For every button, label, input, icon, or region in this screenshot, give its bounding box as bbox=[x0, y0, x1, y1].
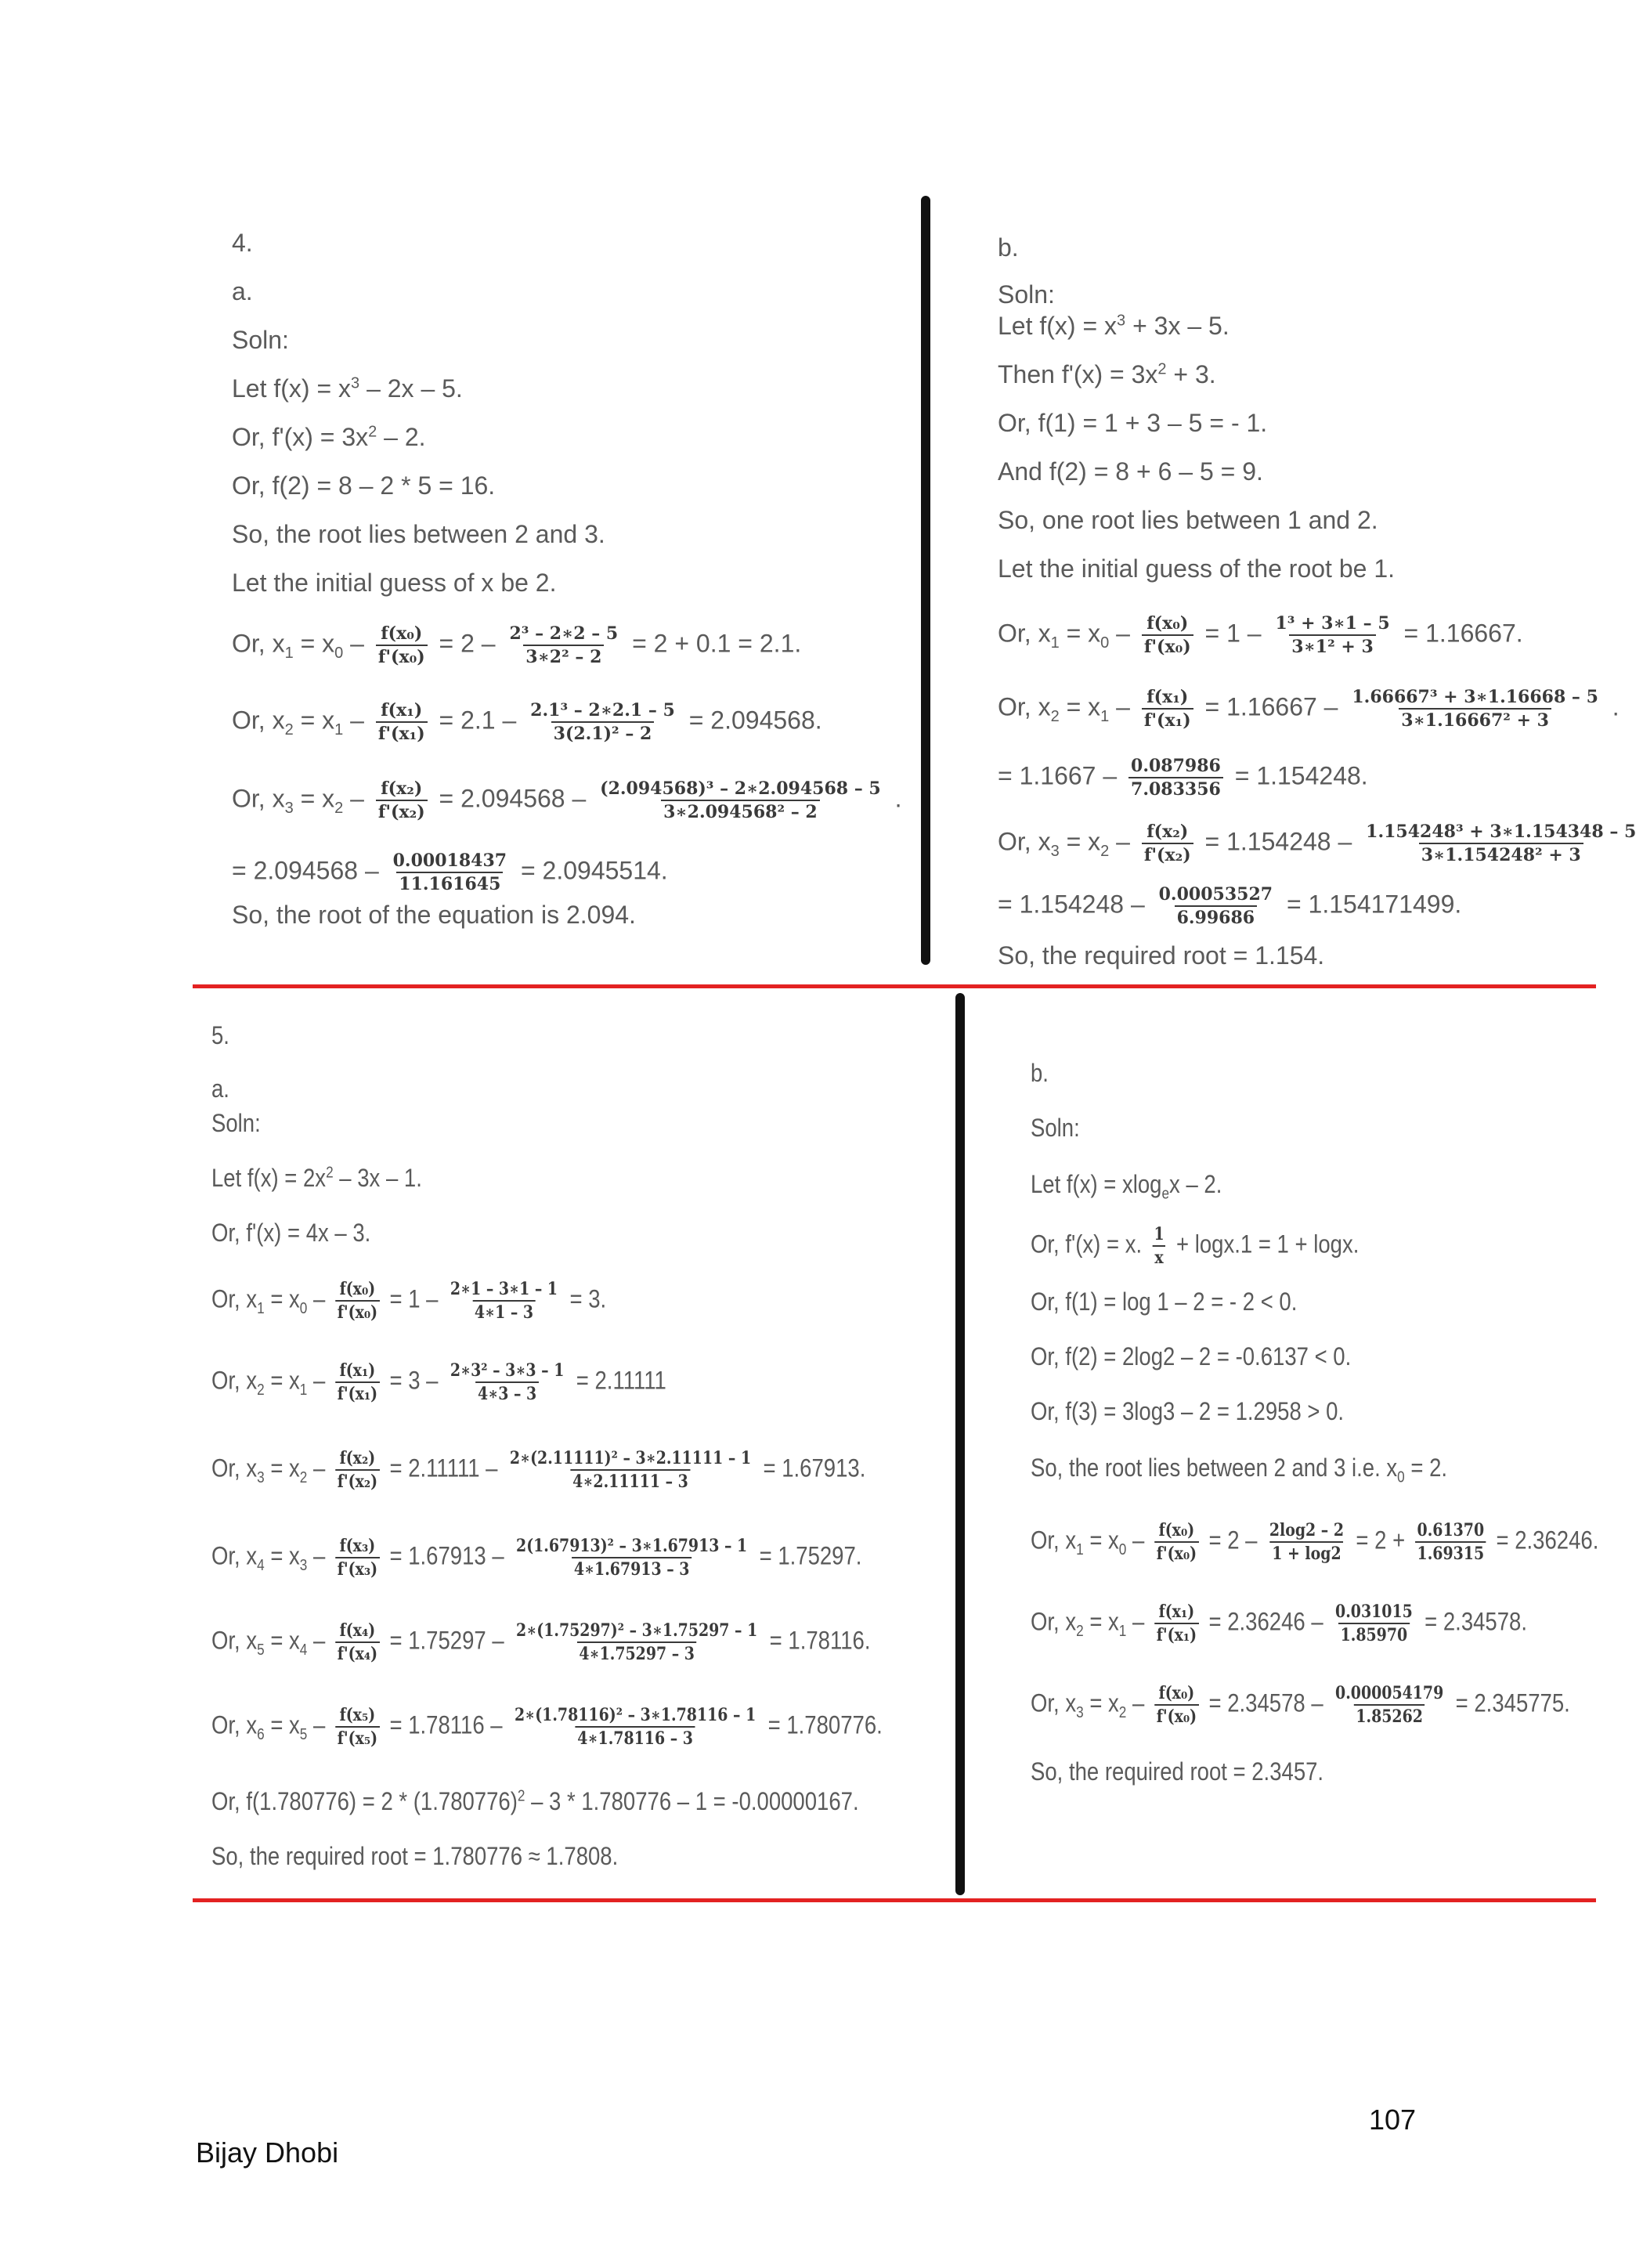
q4a-line-9: = 2.094568 – $\frac{0.00018437}{11.161645}$ = 2.0945514. bbox=[232, 850, 668, 894]
q4a-line-4: So, the root lies between 2 and 3. bbox=[232, 520, 605, 548]
q5-vertical-divider bbox=[955, 993, 965, 1895]
q5a-panel bbox=[211, 0, 948, 1895]
q5b-line-1: Let f(x) = xlog$_e$x – 2. bbox=[1031, 1170, 1222, 1203]
q5a-line-2: Or, f'(x) = 4x – 3. bbox=[211, 1219, 371, 1247]
q4b-conclusion: So, the required root = 1.154. bbox=[998, 941, 1325, 970]
q5b-part: b. bbox=[1031, 1059, 1049, 1087]
author-name: Bijay Dhobi bbox=[196, 2136, 339, 2169]
q4b-line-6: Let the initial guess of the root be 1. bbox=[998, 554, 1395, 583]
q4b-line-9: = 1.1667 – $\frac{0.087986}{7.083356}$ = 1.154248. bbox=[998, 756, 1368, 800]
q4a-line-5: Let the initial guess of x be 2. bbox=[232, 569, 557, 597]
q4b-part: b. bbox=[998, 233, 1019, 262]
q4a-line-3: Or, f(2) = 8 – 2 * 5 = 16. bbox=[232, 471, 496, 500]
q4b-x3-equation: Or, $x_3 = x_2$ – $\frac{\text{f(x₂)}}{\text{f'(x₂)}}$ = 1.154248 – $\frac{\text{1.154248³ + 3∗1.154348 – 5}}{\text{3∗1.154248² + 3}}$ bbox=[998, 822, 1637, 865]
q5b-soln: Soln: bbox=[1031, 1114, 1080, 1142]
q5a-soln: Soln: bbox=[211, 1109, 261, 1137]
q5b-x3-equation: Or, $x_3 = x_2$ – $\frac{\text{f(x₀)}}{\text{f'(x₀)}}$ = 2.34578 – $\frac{0.000054179}{1.85262}$ = 2.345775. bbox=[1031, 1683, 1570, 1727]
q4b-line-3: Or, f(1) = 1 + 3 – 5 = - 1. bbox=[998, 409, 1268, 437]
q5b-line-4: Or, f(2) = 2log2 – 2 = -0.6137 < 0. bbox=[1031, 1342, 1352, 1371]
q5b-line-5: Or, f(3) = 3log3 – 2 = 1.2958 > 0. bbox=[1031, 1397, 1345, 1425]
q5b-line-2: Or, f'(x) = x. $\frac{1}{x}$ + logx.1 = 1 + logx. bbox=[1031, 1224, 1360, 1268]
q5a-line-9: Or, $f(1.780776) = 2 * (1.780776)^2 - 3 * 1.780776 - 1 = -0.00000167$. bbox=[211, 1787, 859, 1815]
q4-number: 4. bbox=[232, 229, 253, 257]
q5b-x1-equation: Or, $x_1 = x_0$ – $\frac{\text{f(x₀)}}{\text{f'(x₀)}}$ = 2 – $\frac{2\log 2 - 2}{1 + \log 2}$ = 2 + $\frac{0.61370}{1.69315}$ = 2.36246. bbox=[1031, 1520, 1599, 1564]
q4b-soln: Soln: bbox=[998, 280, 1055, 309]
q5a-part: a. bbox=[211, 1074, 229, 1103]
q4a-x3-equation: Or, $x_3 = x_2$ – $\frac{\text{f(x₂)}}{\text{f'(x₂)}}$ = 2.094568 – $\frac{\text{(2.094568)³ – 2∗2.094568 – 5}}{\text{3∗2.094568² – 2}}$ . bbox=[232, 778, 902, 822]
q5b-conclusion: So, the required root = 2.3457. bbox=[1031, 1757, 1324, 1786]
q4b-line-5: So, one root lies between 1 and 2. bbox=[998, 506, 1378, 534]
q5a-x1-equation: Or, $x_1 = x_0$ – $\frac{\text{f(x₀)}}{\text{f'(x₀)}}$ = 1 – $\frac{2∗1 - 3∗1 - 1}{4∗1 - 3}$ = 3. bbox=[211, 1279, 607, 1323]
q4b-line-1: Let $f(x) = x^3 + 3x - 5$. bbox=[998, 312, 1230, 340]
q5-number: 5. bbox=[211, 1021, 229, 1049]
q4b-line-4: And f(2) = 8 + 6 – 5 = 9. bbox=[998, 457, 1263, 486]
q4a-line-2: Or, $f'(x) = 3x^2 - 2$. bbox=[232, 423, 426, 451]
q4b-line-11: = 1.154248 – $\frac{0.00053527}{6.99686}$ = 1.154171499. bbox=[998, 884, 1462, 928]
q5a-x4-equation: Or, $x_4 = x_3$ – $\frac{\text{f(x₃)}}{\text{f'(x₃)}}$ = 1.67913 – $\frac{\text{2(1.67913)² – 3∗1.67913 – 1}}{4∗1.67913 - 3}$ = 1.75297. bbox=[211, 1536, 862, 1580]
q5a-x6-equation: Or, $x_6 = x_5$ – $\frac{\text{f(x₅)}}{\text{f'(x₅)}}$ = 1.78116 – $\frac{\text{2∗(1.78116)² – 3∗1.78116 – 1}}{4∗1.78116 - 3}$ = 1.780776. bbox=[211, 1705, 883, 1749]
red-divider-bottom bbox=[193, 1898, 1596, 1902]
q4b-line-2: Then $f'(x) = 3x^2 + 3$. bbox=[998, 360, 1216, 388]
q4a-line-1: Let $f(x) = x^3 - 2x - 5$. bbox=[232, 374, 463, 403]
q4b-x1-equation: Or, $x_1 = x_0$ – $\frac{\text{f(x₀)}}{\text{f'(x₀)}}$ = 1 – $\frac{\text{1³ + 3∗1 – 5}}{\text{3∗1² + 3}}$ = 1.16667. bbox=[998, 613, 1523, 657]
q5b-line-6: So, the root lies between 2 and 3 i.e. $x_0 = 2$. bbox=[1031, 1454, 1448, 1486]
q4a-x1-equation: Or, $x_1 = x_0$ – $\frac{\text{f(x₀)}}{\text{f'(x₀)}}$ = 2 – $\frac{\text{2³ – 2∗2 – 5}}{\text{3∗2² – 2}}$ = 2 + 0.1 = 2.1. bbox=[232, 623, 802, 667]
q4a-conclusion: So, the root of the equation is 2.094. bbox=[232, 901, 636, 929]
q4b-x2-equation: Or, $x_2 = x_1$ – $\frac{\text{f(x₁)}}{\text{f'(x₁)}}$ = 1.16667 – $\frac{\text{1.66667³ + 3∗1.16668 – 5}}{\text{3∗1.16667² + 3}}$ . bbox=[998, 687, 1620, 731]
q5a-conclusion: So, the required root = 1.780776 ≈ 1.7808. bbox=[211, 1842, 619, 1870]
page-number: 107 bbox=[1369, 2104, 1417, 2136]
q4a-part: a. bbox=[232, 277, 253, 305]
q5b-panel bbox=[1031, 0, 1599, 1895]
q5a-x3-equation: Or, $x_3 = x_2$ – $\frac{\text{f(x₂)}}{\text{f'(x₂)}}$ = 2.11111 – $\frac{\text{2∗(2.11111)² – 3∗2.11111 – 1}}{4∗2.11111 - 3}$ = 1.67913. bbox=[211, 1448, 866, 1492]
q5a-x5-equation: Or, $x_5 = x_4$ – $\frac{\text{f(x₄)}}{\text{f'(x₄)}}$ = 1.75297 – $\frac{\text{2∗(1.75297)² – 3∗1.75297 – 1}}{4∗1.75297 - 3}$ = 1.78116. bbox=[211, 1620, 871, 1664]
q4a-soln: Soln: bbox=[232, 326, 289, 354]
q4a-x2-equation: Or, $x_2 = x_1$ – $\frac{\text{f(x₁)}}{\text{f'(x₁)}}$ = 2.1 – $\frac{\text{2.1³ – 2∗2.1 – 5}}{\text{3(2.1)² – 2}}$ = 2.094568. bbox=[232, 700, 822, 744]
q5b-x2-equation: Or, $x_2 = x_1$ – $\frac{\text{f(x₁)}}{\text{f'(x₁)}}$ = 2.36246 – $\frac{0.031015}{1.85970}$ = 2.34578. bbox=[1031, 1602, 1527, 1645]
q5b-line-3: Or, f(1) = log 1 – 2 = - 2 < 0. bbox=[1031, 1287, 1298, 1316]
q5a-line-1: Let $f(x) = 2x^2 - 3x - 1$. bbox=[211, 1164, 422, 1192]
q5a-x2-equation: Or, $x_2 = x_1$ – $\frac{\text{f(x₁)}}{\text{f'(x₁)}}$ = 3 – $\frac{\text{2∗3² – 3∗3 – 1}}{4∗3 - 3}$ = 2.11111 bbox=[211, 1360, 666, 1404]
